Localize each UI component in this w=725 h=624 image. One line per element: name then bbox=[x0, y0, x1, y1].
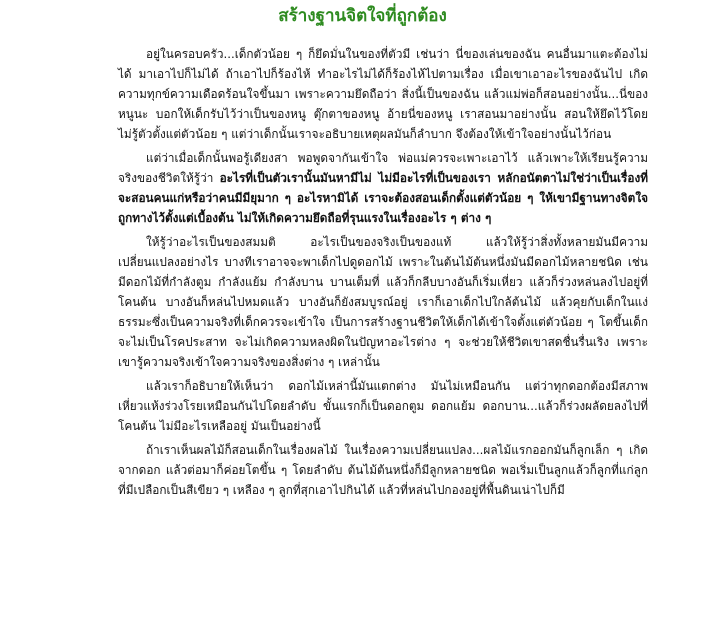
document-title: สร้างฐานจิตใจที่ถูกต้อง bbox=[278, 6, 447, 26]
paragraph-1: อยู่ในครอบครัว...เด็กตัวน้อย ๆ ก็ยึดมั่นในของที่ตัวมี เช่นว่า นี่ของเล่นของฉัน คนอื่นมาแตะต้องไม่ได้ มาเอาไปก็ไม่ได้ ถ้าเอาไปก็ร้องไห้ ทำอะไรไม่ได้ก็ร้องไห้ไปตามเรื่อง เมื่อเขาเอาอะไรของฉันไป เกิดความทุกข์ความเดือดร้อนใจขึ้นมา เพราะความยึดถือว่า สิ่งนี้เป็นของฉัน แล้วแม่พ่อก็สอนอย่างนั้น...นี่ของหนูนะ บอกให้เด็กรับไว้ว่าเป็นของหนู ตุ๊กตาของหนู อ้ายนี่ของหนู เราสอนมาอย่างนั้น สอนให้ยึดไว้โดยไม่รู้ตัวตั้งแต่ตัวน้อย ๆ แต่ว่าเด็กนั้นเราจะอธิบายเหตุผลมันก็ลำบาก จึงต้องให้เข้าใจอย่างนั้นไว้ก่อน bbox=[118, 47, 648, 141]
paragraph-2 bbox=[118, 148, 648, 228]
paragraph-4: แล้วเราก็อธิบายให้เห็นว่า ดอกไม้เหล่านี้มันแตกต่าง มันไม่เหมือนกัน แต่ว่าทุกดอกต้องมีสภาพเหี่ยวแห้งร่วงโรยเหมือนกันไปโดยลำดับ ขั้นแรกก็เป็นดอกตูม ดอกแย้ม ดอกบาน...แล้วก็ร่วงผลัดยลงไปที่โคนต้น ไม่มีอะไรเหลืออยู่ มันเป็นอย่างนี้ bbox=[118, 379, 648, 433]
paragraph-2-bold-text: อะไรที่เป็นตัวเรานั้นมันหามีไม่ ไม่มีอะไรที่เป็นของเรา หลักอนัตตาไม่ใช่ว่าเป็นเรื่องที่จะสอนคนแก่หรือว่าคนมีมียุมาก ๆ อะไรหามิได้ เราจะต้องสอนเด็กตั้งแต่ตัวน้อย ๆ ให้เขามีฐานทางจิตใจถูกทางไว้ตั้งแต่เบื้องต้น ไม่ให้เกิดความยึดถือที่รุนแรงในเรื่องอะไร ๆ ต่าง ๆ bbox=[118, 171, 648, 225]
document-body bbox=[118, 44, 648, 504]
paragraph-2-text: แต่ว่าเมื่อเด็กนั้นพอรู้เดียงสา พอพูดจากันเข้าใจ พ่อแม่ควรจะเพาะเอาไว้ แล้วเพาะให้เรียนรู้ความจริงของชีวิตให้รู้ว่า bbox=[118, 151, 648, 185]
paragraph-3: ให้รู้ว่าอะไรเป็นของสมมติ อะไรเป็นของจริงเป็นของแท้ แล้วให้รู้ว่าสิ่งทั้งหลายมันมีความเปลี่ยนแปลงอย่างไร บางทีเราอาจจะพาเด็กไปดูดอกไม้ เพราะในต้นไม้ต้นหนึ่งมันมีดอกไม้หลายชนิด เช่น มีดอกไม้ที่กำลังตูม กำลังแย้ม กำลังบาน บานเต็มที่ แล้วก็กลีบบางอันก็เริ่มเหี่ยว แล้วก็ร่วงหล่นลงไปอยู่ที่โคนต้น บางอันก็หล่นไปหมดแล้ว บางอันก็ยังสมบูรณ์อยู่ เราก็เอาเด็กไปใกล้ต้นไม้ แล้วคุยกับเด็กในแง่ธรรมะซึ่งเป็นความจริงที่เด็กควรจะเข้าใจ เป็นการสร้างฐานชีวิตให้เด็กได้เข้าใจตั้งแต่ตัวน้อย ๆ โตขึ้นเด็กจะไม่เป็นโรคประสาท จะไม่เกิดความหลงผิดในปัญหาอะไรต่าง ๆ จะช่วยให้ชีวิตเขาสดชื่นรื่นเริง เพราะเขารู้ความจริงเข้าใจความจริงของสิ่งต่าง ๆ เหล่านั้น bbox=[118, 235, 648, 369]
paragraph-5: ถ้าเราเห็นผลไม้ก็สอนเด็กในเรื่องผลไม้ ในเรื่องความเปลี่ยนแปลง...ผลไม้แรกออกมันก็ลูกเล็ก ๆ เกิดจากดอก แล้วต่อมาก็ค่อยโตขึ้น ๆ โดยลำดับ ต้นไม้ต้นหนึ่งก็มีลูกหลายชนิด พอเริ่มเป็นลูกแล้วก็ลูกที่แก่ลูกที่มีเปลือกเป็นสีเขียว ๆ เหลือง ๆ ลูกที่สุกเอาไปกินได้ แล้วที่หล่นไปกองอยู่ที่พื้นดินเน่าไปก็มี bbox=[118, 443, 648, 497]
